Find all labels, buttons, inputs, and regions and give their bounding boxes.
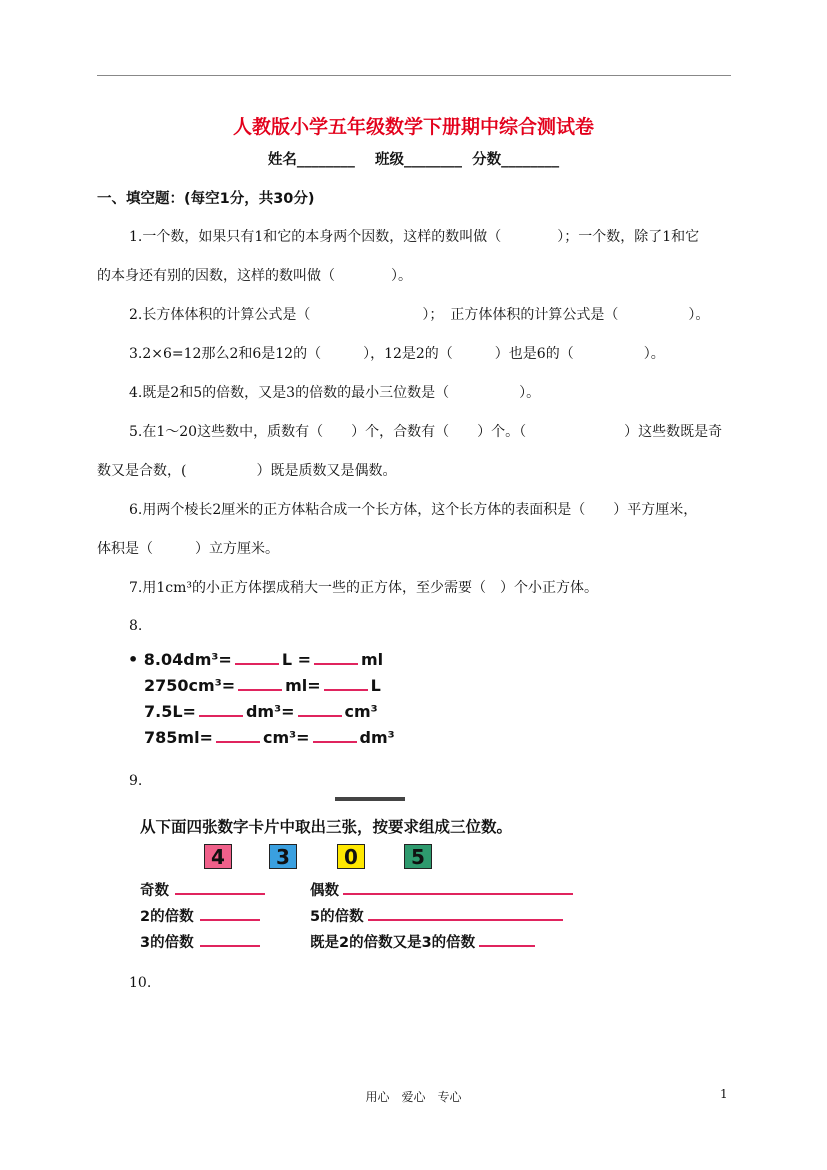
answer-blank: [200, 945, 260, 947]
question-3: 3.2×6=12那么2和6是12的（ ），12是2的（ ）也是6的（ ）。: [129, 346, 665, 362]
conversion-left: 2750cm³=: [144, 676, 236, 695]
question-6-line-1: 6.用两个棱长2厘米的正方体粘合成一个长方体，这个长方体的表面积是（ ）平方厘米，: [129, 502, 698, 518]
conversion-row: [128, 676, 428, 702]
page-number: 1: [720, 1087, 728, 1101]
digit-card-4: [204, 844, 232, 869]
conversion-left: 7.5L=: [144, 702, 196, 721]
answer-blank: [479, 945, 535, 947]
card-digit: 4: [211, 845, 225, 869]
question-1-line-1: 1.一个数，如果只有1和它的本身两个因数，这样的数叫做（ ）；一个数，除了1和它: [129, 229, 700, 245]
page-footer: 用心 爱心 专心: [365, 1090, 462, 1104]
multiple-3-label: 3的倍数: [140, 935, 194, 951]
section-heading: 一、填空题：(每空1分，共30分): [97, 191, 315, 207]
conversion-row: [128, 728, 428, 754]
digit-card-figure: [140, 797, 590, 957]
answer-blank: [324, 689, 368, 691]
question-7: 7.用1cm³的小正方体摆成稍大一些的正方体，至少需要（ ）个小正方体。: [129, 580, 598, 596]
conversion-unit: dm³: [359, 728, 395, 747]
page-title: 人教版小学五年级数学下册期中综合测试卷: [232, 116, 594, 138]
answer-blank: [200, 919, 260, 921]
even-label: 偶数: [310, 883, 339, 899]
odd-label: 奇数: [140, 883, 169, 899]
multiple-2-label: 2的倍数: [140, 909, 194, 925]
answer-blank: [313, 741, 357, 743]
student-info-fields: 姓名________ 班级________ 分数________: [267, 152, 560, 168]
answer-blank: [368, 919, 563, 921]
odd-number-row: [140, 879, 268, 900]
question-9-label: 9.: [129, 773, 143, 789]
conversion-row: [128, 702, 428, 728]
conversion-left: 785ml=: [144, 728, 213, 747]
answer-blank: [314, 663, 358, 665]
question-2: 2.长方体体积的计算公式是（ ）； 正方体体积的计算公式是（ ）。: [129, 307, 710, 323]
multiple-5-label: 5的倍数: [310, 909, 364, 925]
even-number-row: [310, 879, 576, 900]
conversion-row: [128, 650, 428, 676]
answer-blank: [175, 893, 265, 895]
answer-blank: [238, 689, 282, 691]
multiple-of-2-row: [140, 905, 263, 926]
question-4: 4.既是2和5的倍数，又是3的倍数的最小三位数是（ ）。: [129, 385, 541, 401]
multiple-2-and-3-label: 既是2的倍数又是3的倍数: [310, 935, 476, 951]
conversion-left: • 8.04dm³=: [128, 650, 232, 669]
answer-blank: [216, 741, 260, 743]
card-instruction: 从下面四张数字卡片中取出三张，按要求组成三位数。: [140, 818, 513, 836]
unit-conversion-figure: [128, 650, 428, 754]
digit-card-0: [337, 844, 365, 869]
multiple-of-5-row: [310, 905, 566, 926]
conversion-mid: L =: [281, 650, 311, 669]
question-6-line-2: 体积是（ ）立方厘米。: [97, 541, 279, 557]
cropped-heading-fragment: [335, 797, 405, 801]
question-5-line-2: 数又是合数，( ）既是质数又是偶数。: [97, 463, 397, 479]
conversion-mid: dm³=: [245, 702, 295, 721]
card-digit: 3: [276, 845, 290, 869]
conversion-unit: L: [370, 676, 381, 695]
header-rule: [97, 75, 731, 76]
question-1-line-2: 的本身还有别的因数，这样的数叫做（ ）。: [97, 268, 412, 284]
question-10-label: 10.: [129, 975, 152, 991]
card-digit: 0: [344, 845, 358, 869]
conversion-unit: cm³: [344, 702, 378, 721]
answer-blank: [298, 715, 342, 717]
question-5-line-1: 5.在1～20这些数中，质数有（ ）个，合数有（ ）个。（ ）这些数既是奇: [129, 424, 723, 440]
conversion-mid: ml=: [285, 676, 321, 695]
digit-card-3: [269, 844, 297, 869]
conversion-unit: ml: [360, 650, 384, 669]
question-8-label: 8.: [129, 618, 143, 634]
digit-card-5: [404, 844, 432, 869]
answer-blank: [343, 893, 573, 895]
multiple-of-2-and-3-row: [310, 931, 538, 952]
answer-blank: [199, 715, 243, 717]
answer-blank: [235, 663, 279, 665]
card-digit: 5: [411, 845, 425, 869]
conversion-mid: cm³=: [262, 728, 310, 747]
multiple-of-3-row: [140, 931, 263, 952]
